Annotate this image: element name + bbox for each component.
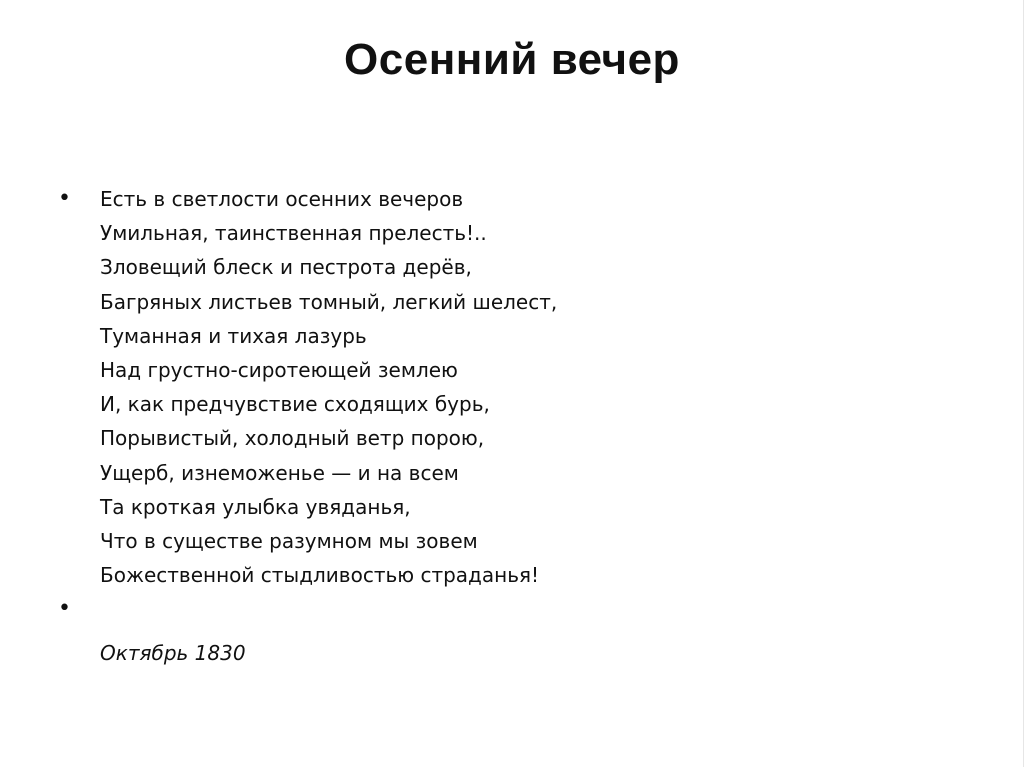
poem-bullet-item (58, 182, 958, 592)
bullet-icon: • (58, 186, 71, 211)
poem-line: Та кроткая улыбка увяданья, (100, 494, 411, 519)
poem-line: Порывистый, холодный ветр порою, (100, 426, 485, 451)
poem-line: Есть в светлости осенних вечеров (100, 187, 464, 211)
poem-line: Умильная, таинственная прелесть!.. (100, 221, 487, 246)
poem-line: Туманная и тихая лазурь (100, 323, 367, 348)
empty-bullet-item (58, 592, 958, 626)
poem-line: Ущерб, изнеможенье — и на всем (100, 460, 459, 485)
poem-line: Божественной стыдливостью страданья! (100, 563, 540, 588)
slide-title: Осенний вечер (344, 35, 680, 84)
poem-date: Октябрь 1830 (100, 641, 246, 665)
bullet-icon: • (58, 596, 71, 622)
poem-line: Над грустно-сиротеющей землею (100, 358, 458, 383)
slide-content (58, 182, 958, 665)
poem-line: И, как предчувствие сходящих бурь, (100, 392, 490, 417)
poem-line: Что в существе разумном мы зовем (100, 529, 478, 554)
poem-line: Зловещий блеск и пестрота дерёв, (100, 255, 472, 280)
poem-line: Багряных листьев томный, легкий шелест, (100, 289, 558, 314)
